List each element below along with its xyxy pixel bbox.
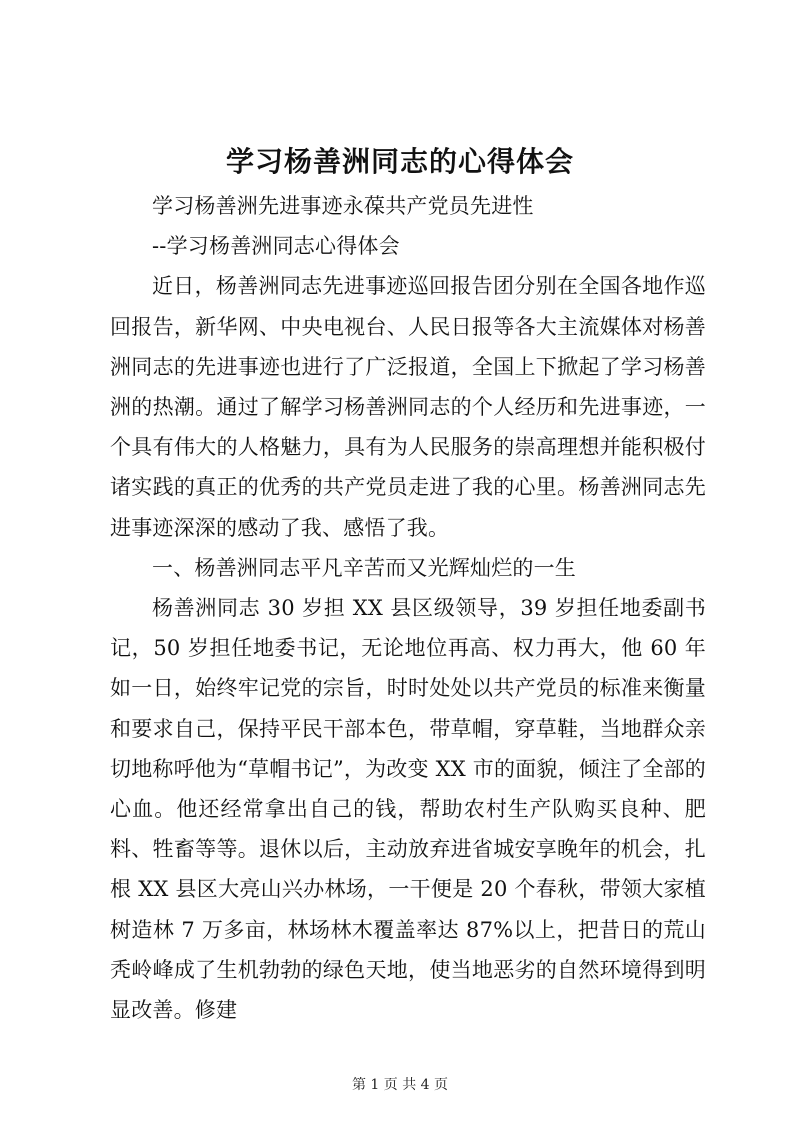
subtitle-line-2: --学习杨善洲同志心得体会	[152, 234, 400, 259]
subtitle-line: 学习杨善洲先进事迹永葆共产党员先进性	[152, 194, 534, 218]
document-body	[110, 186, 706, 1030]
paragraph-intro: 近日，杨善洲同志先进事迹巡回报告团分别在全国各地作巡回报告，新华网、中央电视台、人民日报等各大主流媒体对杨善洲同志的先进事迹也进行了广泛报道，全国上下掀起了学习杨善洲的热潮。通过了解学习杨善洲同志的个人经历和先进事迹，一个具有伟大的人格魅力，具有为人民服务的崇高理想并能积极付诸实践的真正的优秀的共产党员走进了我的心里。杨善洲同志先进事迹深深的感动了我、感悟了我。	[110, 274, 706, 540]
paragraph-biography: 杨善洲同志 30 岁担 XX 县区级领导，39 岁担任地委副书记，50 岁担任地委书记，无论地位再高、权力再大，他 60 年如一日，始终牢记党的宗旨，时时处处以共产党员的标准来衡量和要求自己，保持平民干部本色，带草帽，穿草鞋，当地群众亲切地称呼他为“草帽书记”，为改变 XX 市的面貌，倾注了全部的心血。他还经常拿出自己的钱，帮助农村生产队购买良种、肥料、牲畜等等。退休以后，主动放弃进省城安享晚年的机会，扎根 XX 县区大亮山兴办林场，一干便是 20 个春秋，带领大家植树造林 7 万多亩，林场林木覆盖率达 87%以上，把昔日的荒山秃岭峰成了生机勃勃的绿色天地，使当地恶劣的自然环境得到明显改善。修建	[110, 596, 706, 1023]
document-title: 学习杨善洲同志的心得体会	[225, 145, 574, 178]
page-number-footer: 第 1 页 共 4 页	[351, 1077, 449, 1093]
section-heading: 一、杨善洲同志平凡辛苦而又光辉灿烂的一生	[152, 555, 576, 580]
